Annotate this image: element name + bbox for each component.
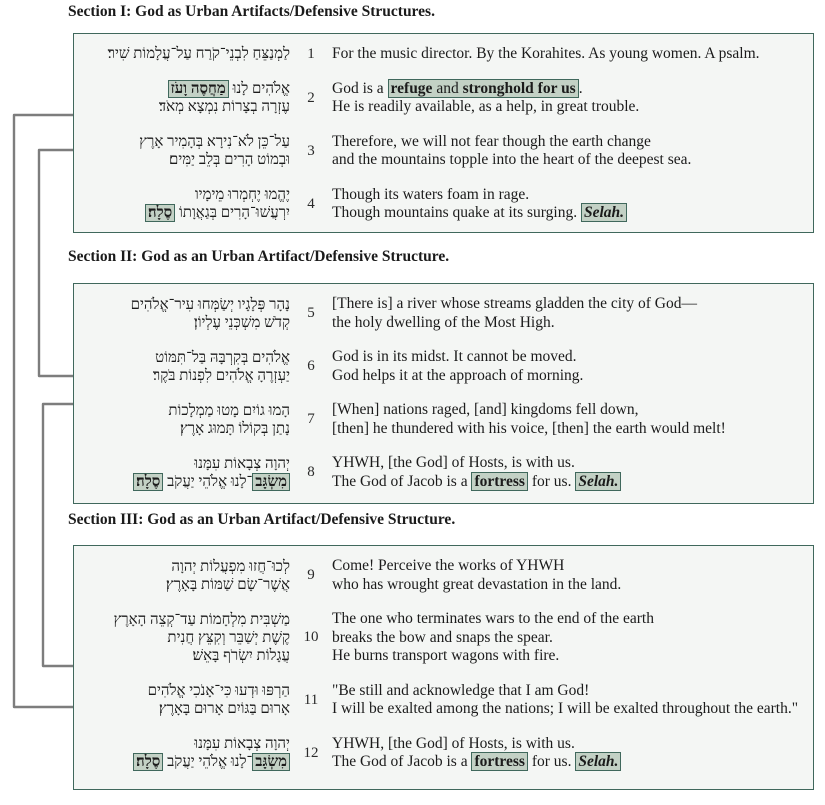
verse-number: 3 — [307, 142, 315, 159]
verse-number: 4 — [307, 195, 315, 212]
highlight-box: סֶלָה׃ — [145, 204, 175, 222]
hebrew-column — [76, 186, 290, 222]
english-column — [332, 401, 807, 438]
highlight-box: fortress — [471, 472, 528, 491]
highlight-box: סֶלָה׃ — [133, 753, 163, 771]
verse-row-10 — [76, 610, 807, 666]
section-1-box — [73, 33, 814, 233]
hebrew-line: קְדֹשׁ מִשְׁכְּנֵי עֶלְיוֹן׃ — [193, 314, 290, 331]
hebrew-column — [76, 296, 290, 332]
hebrew-column — [76, 558, 290, 594]
verse-number: 1 — [307, 45, 315, 62]
english-column — [332, 348, 807, 385]
verse-number: 10 — [303, 629, 319, 646]
highlight-box: Selah. — [575, 752, 621, 771]
hebrew-line: נָהָר פְּלָגָיו יְשַׂמְּחוּ עִיר־אֱלֹהִים — [130, 296, 290, 313]
hebrew-column — [76, 349, 290, 385]
hebrew-line: אָרוּם בַּגּוֹיִם אָרוּם בָּאָרֶץ׃ — [158, 701, 290, 717]
hebrew-line: עַל־כֵּן לֹא־נִירָא בְּהָמִיר אָרֶץ — [139, 134, 290, 150]
hebrew-line: הָמוּ גוֹיִם מָטוּ מַמְלָכוֹת — [168, 402, 290, 419]
hebrew-line: אֲשֶׁר־שָׂם שַׁמּוֹת בָּאָרֶץ׃ — [165, 576, 290, 593]
english-column — [332, 454, 807, 491]
hebrew-line: הַרְפּוּ וּדְעוּ כִּי־אָנֹכִי אֱלֹהִים — [147, 683, 290, 699]
english-line: Come! Perceive the works of YHWH — [332, 557, 565, 574]
verse-number: 2 — [307, 89, 315, 106]
english-line: YHWH, [the God] of Hosts, is with us. — [332, 454, 575, 471]
english-column — [332, 735, 807, 772]
english-line: [then] he thundered with his voice, [then] the earth would melt! — [332, 419, 726, 437]
hebrew-column — [76, 682, 290, 718]
english-column — [332, 45, 807, 64]
english-line: the holy dwelling of the Most High. — [332, 313, 555, 331]
hebrew-column — [76, 611, 290, 665]
inner-bracket-line-2 — [43, 404, 76, 666]
english-line: He is readily available, as a help, in great trouble. — [332, 98, 640, 115]
verse-row-2 — [76, 80, 807, 117]
english-line: and the mountains topple into the heart of the deepest sea. — [332, 151, 692, 168]
hebrew-column — [76, 80, 290, 116]
verse-row-12 — [76, 735, 807, 772]
english-line: The God of Jacob is a fortress for us. Selah. — [332, 473, 807, 492]
hebrew-column — [76, 735, 290, 771]
english-line: Therefore, we will not fear though the earth change — [332, 132, 651, 150]
hebrew-line: מִשְׂגָּב־לָנוּ אֱלֹהֵי יַעֲקֹב סֶלָה׃ — [76, 753, 290, 771]
english-line: God is in its midst. It cannot be moved. — [332, 348, 577, 365]
hebrew-line: נָתַן בְּקוֹלוֹ תָּמוּג אָרֶץ׃ — [179, 420, 290, 437]
verse-number: 7 — [307, 411, 315, 427]
english-line: breaks the bow and snaps the spear. — [332, 628, 553, 646]
outer-bracket-line — [14, 115, 76, 707]
hebrew-line: אֱלֹהִים בְּקִרְבָּהּ בַּל־תִּמּוֹט — [155, 349, 290, 366]
english-line: Though mountains quake at its surging. Selah. — [332, 204, 807, 223]
verse-row-7 — [76, 401, 807, 438]
verse-row-1 — [76, 45, 807, 64]
verse-row-9 — [76, 557, 807, 594]
verse-number: 11 — [303, 691, 319, 708]
hebrew-column — [76, 45, 290, 63]
hebrew-column — [76, 133, 290, 169]
english-line: The God of Jacob is a fortress for us. Selah. — [332, 753, 807, 772]
hebrew-column — [76, 455, 290, 491]
english-line: For the music director. By the Korahites. As young women. A psalm. — [332, 45, 760, 62]
hebrew-line: עֲגָלוֹת יִשְׂרֹף בָּאֵשׁ׃ — [192, 647, 290, 664]
hebrew-line: לְכוּ־חֲזוּ מִפְעֲלוֹת יְהוָה — [171, 558, 290, 575]
verse-row-11 — [76, 682, 807, 719]
hebrew-line: מִשְׂגָּב־לָנוּ אֱלֹהֵי יַעֲקֹב סֶלָה׃ — [76, 473, 290, 491]
hebrew-line: יַעְזְרֶהָ אֱלֹהִים לִפְנוֹת בֹּקֶר׃ — [152, 367, 290, 384]
english-line: Though its waters foam in rage. — [332, 185, 530, 203]
english-column — [332, 295, 807, 332]
english-line: God is a refuge and stronghold for us . — [332, 79, 583, 97]
english-column — [332, 80, 807, 117]
verse-row-4 — [76, 186, 807, 223]
english-column — [332, 557, 807, 594]
hebrew-line: קֶשֶׁת יְשַׁבֵּר וְקִצֵּץ חֲנִית — [167, 629, 290, 646]
highlight-box: מַחֲסֶה וָעֹז — [168, 80, 229, 98]
verse-number: 5 — [307, 305, 315, 321]
english-line: [There is] a river whose streams gladden the city of God— — [332, 295, 697, 312]
highlight-box: Selah. — [575, 472, 621, 491]
verse-row-8 — [76, 454, 807, 491]
highlight-box: Selah. — [581, 203, 627, 222]
english-column — [332, 133, 807, 170]
verse-number: 9 — [307, 567, 315, 583]
hebrew-line: יְהוָה צְבָאוֹת עִמָּנוּ — [194, 455, 290, 472]
english-column — [332, 610, 807, 666]
hebrew-line: מַשְׁבִּית מִלְחָמוֹת עַד־קְצֵה הָאָרֶץ — [113, 611, 290, 628]
english-column — [332, 186, 807, 223]
english-line: [When] nations raged, [and] kingdoms fell down, — [332, 401, 639, 418]
verse-number: 8 — [307, 464, 315, 480]
verse-number: 6 — [307, 358, 315, 374]
highlight-box: fortress — [471, 752, 528, 771]
hebrew-line: עֶזְרָה בְצָרוֹת נִמְצָא מְאֹד׃ — [158, 99, 290, 115]
highlight-box: מִשְׂגָּב — [252, 473, 290, 491]
hebrew-line: וּבְמוֹט הָרִים בְּלֵב יַמִּים׃ — [169, 152, 290, 168]
section-2-heading: Section II: God as an Urban Artifact/Defensive Structure. — [68, 248, 450, 265]
english-line: God helps it at the approach of morning. — [332, 366, 584, 384]
highlight-box: מִשְׂגָּב — [252, 753, 290, 771]
section-3-heading: Section III: God as an Urban Artifact/Defensive Structure. — [68, 511, 456, 528]
hebrew-line: יְהוָה צְבָאוֹת עִמָּנוּ — [194, 736, 290, 752]
highlight-box: סֶלָה׃ — [133, 473, 163, 491]
english-line: who has wrought great devastation in the land. — [332, 575, 622, 593]
english-column — [332, 682, 807, 719]
verse-row-3 — [76, 133, 807, 170]
verse-number: 12 — [303, 744, 319, 761]
english-line: I will be exalted among the nations; I will be exalted throughout the earth." — [332, 700, 799, 717]
hebrew-line: לַמְנַצֵּחַ לִבְנֵי־קֹרַח עַל־עֲלָמוֹת שִׁיר׃ — [107, 46, 290, 63]
verse-row-6 — [76, 348, 807, 385]
english-line: YHWH, [the God] of Hosts, is with us. — [332, 734, 575, 752]
hebrew-line: יֶהֱמוּ יֶחְמְרוּ מֵימָיו — [194, 187, 290, 203]
hebrew-line: יִרְעֲשׁוּ־הָרִים בְּגַאֲוָתוֹ סֶלָה׃ — [76, 204, 290, 222]
english-line: "Be still and acknowledge that I am God! — [332, 681, 590, 699]
hebrew-column — [76, 402, 290, 438]
hebrew-line: אֱלֹהִים לָנוּ מַחֲסֶה וָעֹז — [76, 80, 290, 98]
highlight-box: refuge and stronghold for us — [388, 79, 579, 98]
section-3-box — [73, 545, 814, 790]
english-line: The one who terminates wars to the end of the earth — [332, 610, 654, 627]
section-1-heading: Section I: God as Urban Artifacts/Defensive Structures. — [68, 3, 435, 20]
verse-row-5 — [76, 295, 807, 332]
section-2-box — [73, 283, 814, 504]
english-line: He burns transport wagons with fire. — [332, 647, 560, 664]
